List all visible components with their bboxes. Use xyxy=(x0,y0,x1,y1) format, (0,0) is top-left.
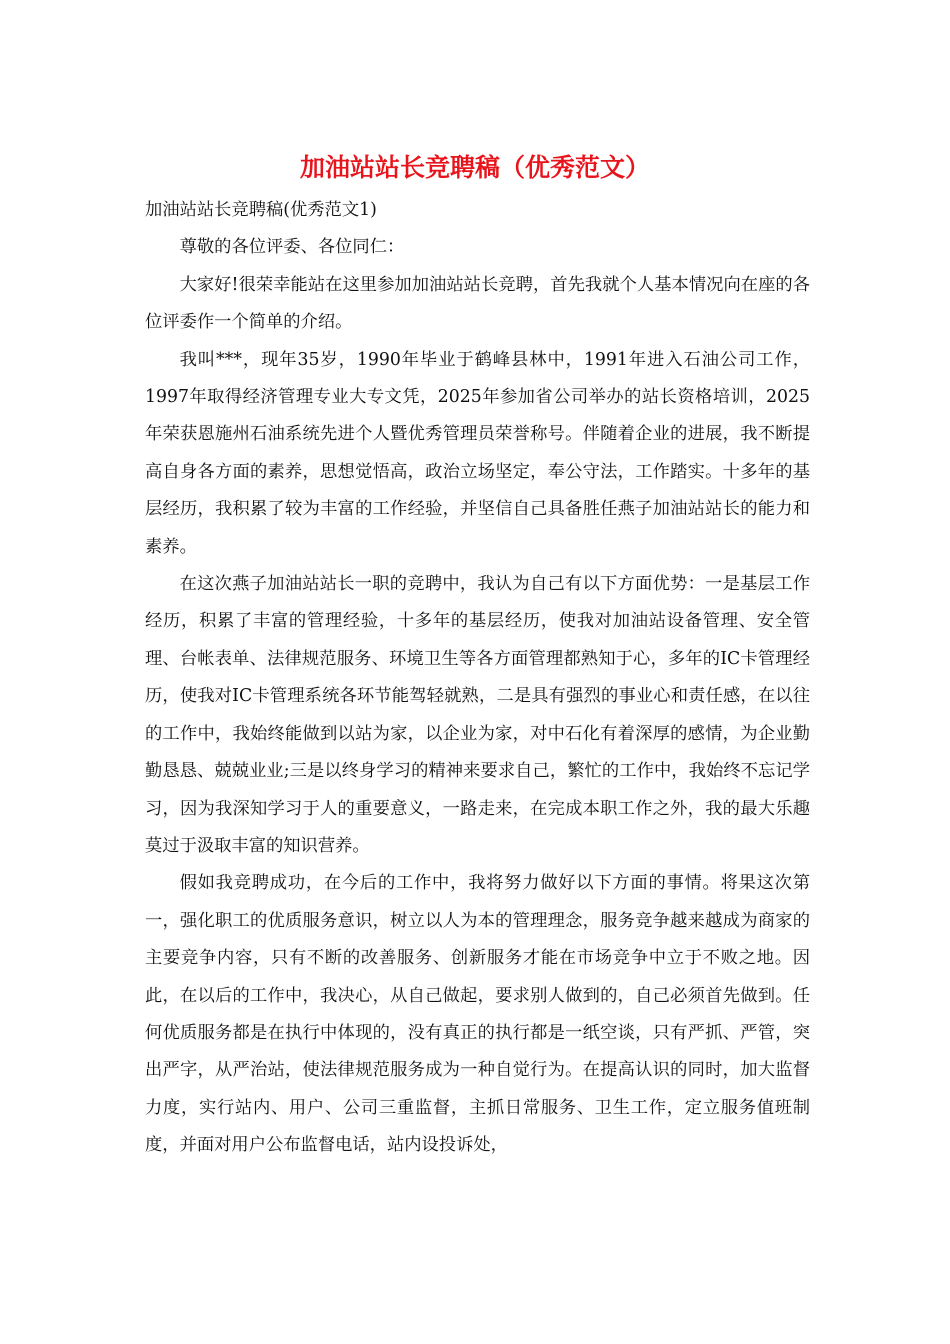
greeting-paragraph: 大家好!很荣幸能站在这里参加加油站站长竞聘，首先我就个人基本情况向在座的各位评委作一个简单的介绍。 xyxy=(145,274,810,333)
self-introduction-paragraph: 我叫***，现年35岁，1990年毕业于鹤峰县林中，1991年进入石油公司工作，1997年取得经济管理专业大专文凭，2025年参加省公司举办的站长资格培训，2025年荣获恩施州石油系统先进个人暨优秀管理员荣誉称号。伴随着企业的进展，我不断提高自身各方面的素养，思想觉悟高，政治立场坚定，奉公守法，工作踏实。十多年的基层经历，我积累了较为丰富的工作经验，并坚信自己具备胜任燕子加油站站长的能力和素养。 xyxy=(145,349,810,557)
document-title: 加油站站长竞聘稿（优秀范文） xyxy=(299,153,650,182)
document-body xyxy=(145,192,810,1165)
plan-paragraph: 假如我竞聘成功，在今后的工作中，我将努力做好以下方面的事情。将果这次第一，强化职工的优质服务意识，树立以人为本的管理理念，服务竞争越来越成为商家的主要竞争内容，只有不断的改善服务、创新服务才能在市场竞争中立于不败之地。因此，在以后的工作中，我决心，从自己做起，要求别人做到的，自己必须首先做到。任何优质服务都是在执行中体现的，没有真正的执行都是一纸空谈，只有严抓、严管，突出严字，从严治站，使法律规范服务成为一种自觉行为。在提高认识的同时，加大监督力度，实行站内、用户、公司三重监督，主抓日常服务、卫生工作，定立服务值班制度，并面对用户公布监督电话，站内设投诉处， xyxy=(145,873,810,1156)
advantages-paragraph: 在这次燕子加油站站长一职的竞聘中，我认为自己有以下方面优势：一是基层工作经历，积累了丰富的管理经验，十多年的基层经历，使我对加油站设备管理、安全管理、台帐表单、法律规范服务、环境卫生等各方面管理都熟知于心，多年的IC卡管理经历，使我对IC卡管理系统各环节能驾轻就熟，二是具有强烈的事业心和责任感，在以往的工作中，我始终能做到以站为家，以企业为家，对中石化有着深厚的感情，为企业勤勤恳恳、兢兢业业;三是以终身学习的精神来要求自己，繁忙的工作中，我始终不忘记学习，因为我深知学习于人的重要意义，一路走来，在完成本职工作之外，我的最大乐趣莫过于汲取丰富的知识营养。 xyxy=(145,574,810,856)
document-subtitle: 加油站站长竞聘稿(优秀范文1) xyxy=(145,200,377,220)
salutation-paragraph: 尊敬的各位评委、各位同仁： xyxy=(179,237,405,258)
